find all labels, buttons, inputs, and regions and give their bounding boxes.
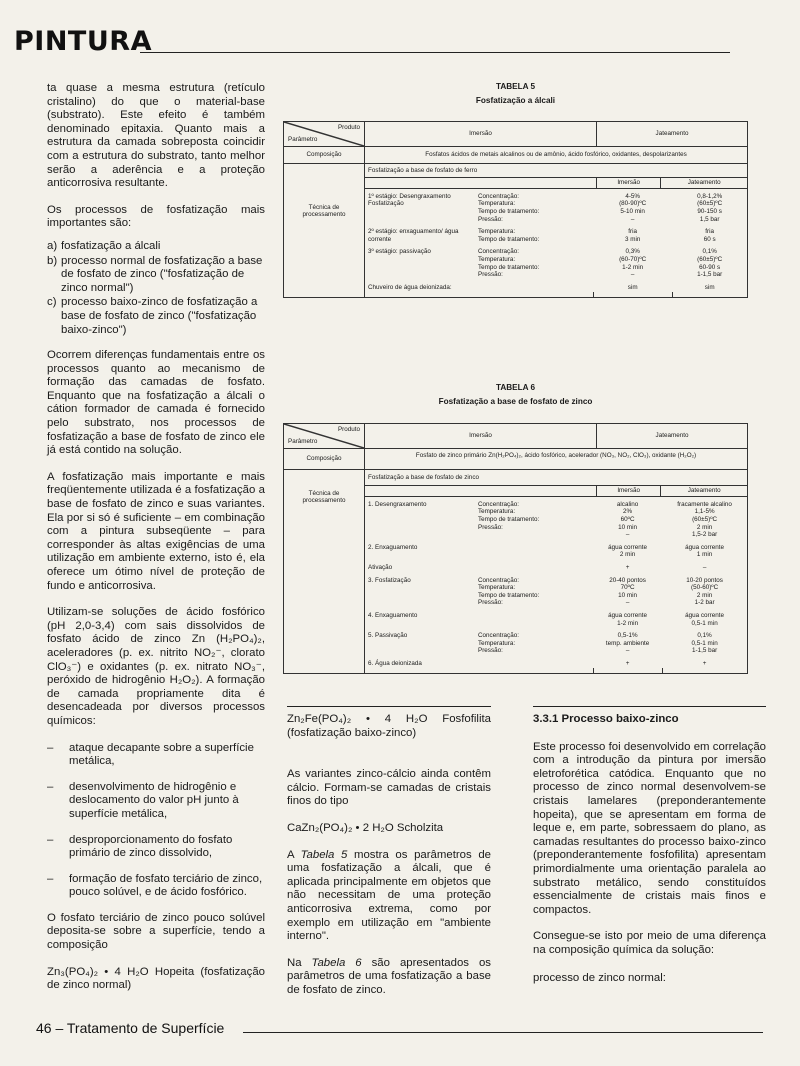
table6-subheader	[597, 486, 748, 497]
jateamento-value-cell: –	[702, 563, 707, 571]
params-cell: Concentração: Temperatura: Pressão:	[478, 632, 519, 655]
jateamento-value-cell: +	[702, 659, 707, 667]
page-header-title: PINTURA	[14, 26, 152, 57]
table5	[283, 121, 748, 298]
params-cell	[475, 656, 593, 669]
jateamento-value-cell: sim	[704, 283, 715, 291]
footer-rule	[243, 1032, 763, 1033]
table-row	[365, 540, 747, 560]
stage-cell: 1. Desengraxamento	[368, 500, 427, 508]
table6-title: TABELA 6	[495, 383, 536, 392]
table5-subtitle: Fosfatização a álcali	[475, 96, 556, 105]
imersao-value-cell: 0,3% (60-70)ºC 1-2 min –	[619, 248, 647, 279]
table-row	[365, 189, 747, 224]
section-heading: 3.3.1 Processo baixo-zinco	[533, 713, 679, 725]
table5-base-row: Fosfatização a base de fosfato de ferro	[365, 163, 748, 178]
process-list	[47, 240, 265, 337]
imersao-value-cell: alcalino 2% 60ºC 10 min –	[616, 500, 639, 539]
technique-text: Técnica de processamento	[302, 489, 346, 505]
table-row	[365, 656, 747, 669]
list-marker: a)	[47, 239, 58, 252]
jateamento-value-cell: fracamente alcalino 1,1-5% (60±5)ºC 2 min 1,5-2 bar	[677, 500, 732, 539]
imersao-value-cell: 20-40 pontos 70ºC 10 min –	[609, 576, 646, 607]
table-reference: Tabela 5	[300, 848, 348, 861]
table-row	[365, 560, 747, 573]
table5-subheader	[597, 178, 748, 189]
imersao-value-cell: sim	[627, 283, 638, 291]
paragraph: processo de zinco normal:	[533, 971, 666, 984]
imersao-value-cell: +	[625, 659, 630, 667]
imersao-value-cell: água corrente 2 min	[608, 543, 647, 559]
text-run: A	[287, 848, 301, 861]
list-text: processo baixo-zinco de fosfatização a base de fosfato de zinco ("fosfatização baixo-zinco")	[61, 296, 258, 336]
stage-cell: 2º estágio: enxaguamento/ água corrente	[368, 228, 459, 243]
params-cell	[475, 280, 593, 293]
jateamento-value-cell: 0,1% (60±5)ºC 60-90 s 1-1,5 bar	[697, 248, 723, 279]
paragraph: Utilizam-se soluções de ácido fosfórico (pH 2,0-3,4) com sais dissolvidos de fosfato ácido de zinco Zn (H₂PO₄)₂, aceleradores (p. ex. nitrito NO₂⁻, clorato ClO₃⁻) e oxidantes (p. ex. nitrato NO₃⁻, peróxido de hidrogênio H₂O₂). A formação de camada propriamente dita é desencadeada por diversos processos químicos:	[47, 606, 265, 727]
table6-corner	[284, 424, 365, 449]
paragraph: ta quase a mesma estrutura (retículo cristalino) do que o material-base (substrato). Este efeito é também denominado epitaxia. Quanto mais a estrutura da camada sobreposta coincidir com a estrutura do substrato, tanto melhor serão a aderência e a proteção anticorrosiva resultante.	[47, 82, 265, 190]
table6-caption	[283, 383, 748, 406]
params-cell	[475, 560, 593, 573]
paragraph: As variantes zinco-cálcio ainda contêm cálcio. Formam-se camadas de cristais finos do tipo	[287, 768, 491, 808]
list-item	[47, 240, 265, 254]
paragraph: Ocorrem diferenças fundamentais entre os processos quanto ao mecanismo de formação das camadas de fosfato. Enquanto que na fosfatização a álcali o cátion formador de camada é fornecido pelo substrato, nos processos de fosfatização a base de fosfato de zinco ele já está contido na solução.	[47, 349, 265, 457]
text-run: Na	[287, 956, 312, 969]
imersao-value-cell: água corrente 1-2 min	[608, 611, 647, 627]
table6-sub-jateamento: Jateamento	[687, 487, 721, 495]
imersao-value-cell: 0,5-1% temp. ambiente –	[605, 632, 650, 655]
table-row	[365, 497, 747, 540]
table6-base-row: Fosfatização a base de fosfato de zinco	[365, 469, 748, 486]
table5-title: TABELA 5	[495, 82, 536, 91]
mid-rule	[287, 706, 491, 707]
table5-sub-imersao: Imersão	[597, 178, 661, 188]
list-text: desenvolvimento de hidrogênio e deslocamento do valor pH junto à superfície metálica,	[69, 780, 239, 820]
right-rule	[533, 706, 766, 707]
table-row	[365, 244, 747, 279]
technique-text: Técnica de processamento	[302, 203, 346, 219]
stage-cell: 2. Enxaguamento	[368, 543, 418, 551]
text-run: são apresentados os parâmetros de uma fosfatização a base de fosfato de zinco.	[287, 956, 491, 996]
formula-scholzita: CaZn₂(PO₄)₂ • 2 H₂O Scholzita	[287, 821, 444, 834]
imersao-value-cell: +	[625, 563, 630, 571]
params-cell: Concentração: Temperatura: Tempo de tratamento: Pressão:	[478, 248, 540, 279]
stage-cell: 5. Passivação	[368, 632, 408, 640]
middle-column	[287, 713, 491, 1011]
list-item	[47, 742, 265, 769]
dash-marker: –	[47, 780, 54, 793]
table6-composition-text: Fosfato de zinco primário Zn(H₂PO₄)₂, ácido fosfórico, acelerador (NO₃, NO₂, ClO₃), oxidante (H₂O₂)	[365, 449, 748, 470]
list-marker: c)	[47, 296, 57, 309]
list-text: fosfatização a álcali	[61, 239, 161, 252]
params-cell	[475, 608, 593, 628]
table5-composition-text: Fosfatos ácidos de metais alcalinos ou de amônio, ácido fosfórico, oxidantes, despolarizantes	[365, 147, 748, 164]
jateamento-value-cell: 10-20 pontos (50-60)ºC 2 min 1-2 bar	[686, 576, 723, 607]
table6-subtitle: Fosfatização a base de fosfato de zinco	[438, 397, 593, 406]
params-cell: Concentração: Temperatura: Tempo de tratamento: Pressão:	[478, 192, 540, 223]
params-cell: Concentração: Temperatura: Tempo de tratamento: Pressão:	[478, 500, 540, 531]
table6	[283, 423, 748, 674]
corner-label-product: Produto	[337, 124, 360, 131]
corner-label-product: Produto	[337, 426, 360, 433]
table-row	[365, 573, 747, 608]
stage-cell: Chuveiro de água deionizada:	[368, 283, 452, 291]
paragraph: O fosfato terciário de zinco pouco solúvel deposita-se sobre a superfície, tendo a composição	[47, 911, 265, 952]
table5-caption	[283, 82, 748, 105]
paragraph: Consegue-se isto por meio de uma diferença na composição química da solução:	[533, 930, 766, 956]
jateamento-value-cell: 0,1% 0,5-1 min 1-1,5 bar	[691, 632, 718, 655]
table5-sub-jateamento: Jateamento	[687, 179, 721, 187]
table5-header-jateamento: Jateamento	[597, 122, 748, 147]
paragraph: Os processos de fosfatização mais importantes são:	[47, 203, 265, 230]
formula-fosfofilita: Zn₂Fe(PO₄)₂ • 4 H₂O Fosfofilita (fosfatização baixo-zinco)	[287, 713, 491, 739]
params-cell	[475, 540, 593, 560]
table-row	[365, 628, 747, 656]
paragraph: Este processo foi desenvolvido em correlação com a introdução da pintura por imersão eletroforética catódica. Enquanto que no processo de zinco normal desenvolvem-se cristais lamelares (preponderantemente hopeita), que se apresentam em forma de leque e, em parte, sobressaem do plano, as camadas resultantes do processo baixo-zinco (preponderantemente fosfofilita) apresentam primordialmente uma orientação paralela ao substrato metálico, sendo constituídos essencialmente de cristais mais finos e compactos.	[533, 740, 766, 916]
paragraph	[287, 849, 491, 944]
imersao-value-cell: fria 3 min	[624, 228, 641, 243]
table6-header-imersao: Imersão	[365, 424, 597, 449]
paragraph	[287, 957, 491, 998]
list-item	[47, 255, 265, 296]
table-row	[365, 224, 747, 244]
dash-marker: –	[47, 741, 54, 754]
table-row	[365, 280, 747, 293]
list-text: processo normal de fosfatização a base de fosfato de zinco ("fosfatização de zinco normal")	[61, 254, 263, 294]
left-column	[47, 82, 265, 1006]
corner-label-parameter: Parâmetro	[288, 136, 318, 144]
stage-cell: 6. Água deionizada	[368, 659, 422, 667]
list-item	[47, 296, 265, 337]
stage-cell: 4. Enxaguamento	[368, 611, 418, 619]
list-item	[47, 873, 265, 900]
jateamento-value-cell: 0,8-1,2% (60±5)ºC 90-150 s 1,5 bar	[697, 192, 723, 223]
list-text: desproporcionamento do fosfato primário de zinco dissolvido,	[69, 833, 233, 860]
stage-cell: 3º estágio: passivação	[368, 248, 431, 256]
table6-technique-label	[284, 469, 365, 674]
paragraph: A fosfatização mais importante e mais freqüentemente utilizada é a fosfatização a base de fosfato de zinco e suas variantes. Ela por si só é suficiente – em combinação com a pintura subseqüente – para corresponder às altas exigências de uma utilização em ambiente externo, isto é, ela oferece um ótimo nível de proteção de fundo e anticorrosiva.	[47, 470, 265, 592]
table6-composition-label: Composição	[284, 449, 365, 470]
list-text: formação de fosfato terciário de zinco, pouco solúvel, e de ácido fosfórico.	[69, 872, 263, 899]
table5-blank-cell	[365, 178, 597, 189]
stage-cell: 1º estágio: Desengraxamento Fosfatização	[368, 192, 451, 208]
table5-composition-label: Composição	[284, 147, 365, 164]
text-run: mostra os parâmetros de uma fosfatização a álcali, que é aplicada principalmente em objetos que não necessitam de uma proteção anticorrosiva extrema, como por exemplo em utilização em "ambiente interno".	[287, 848, 491, 943]
imersao-value-cell: 4-5% (80-90)ºC 5-10 min –	[619, 192, 647, 223]
table-reference: Tabela 6	[311, 956, 362, 969]
jateamento-value-cell: água corrente 0,5-1 min	[685, 611, 724, 627]
jateamento-value-cell: fria 60 s	[703, 228, 716, 243]
table6-header-jateamento: Jateamento	[597, 424, 748, 449]
page-footer: 46 – Tratamento de Superfície	[36, 1020, 225, 1036]
list-item	[47, 834, 265, 861]
dash-marker: –	[47, 872, 54, 885]
dash-marker: –	[47, 833, 54, 846]
params-cell: Temperatura: Tempo de tratamento:	[478, 228, 540, 243]
stage-cell: Ativação	[368, 563, 393, 571]
list-item	[47, 781, 265, 822]
table-row	[365, 608, 747, 628]
stage-cell: 3. Fosfatização	[368, 576, 411, 584]
jateamento-value-cell: água corrente 1 min	[685, 543, 724, 559]
process-dash-list	[47, 742, 265, 900]
table5-header-imersao: Imersão	[365, 122, 597, 147]
table6-blank-cell	[365, 486, 597, 497]
params-cell: Concentração: Temperatura: Tempo de tratamento: Pressão:	[478, 576, 540, 607]
formula-hopeita: Zn₃(PO₄)₂ • 4 H₂O Hopeita (fosfatização de zinco normal)	[47, 965, 265, 992]
corner-label-parameter: Parâmetro	[288, 438, 318, 446]
table5-corner	[284, 122, 365, 147]
table5-technique-label	[284, 163, 365, 298]
right-column	[533, 713, 766, 998]
list-marker: b)	[47, 254, 58, 267]
list-text: ataque decapante sobre a superfície metálica,	[69, 741, 254, 768]
header-rule	[140, 52, 730, 53]
table6-sub-imersao: Imersão	[597, 486, 661, 496]
